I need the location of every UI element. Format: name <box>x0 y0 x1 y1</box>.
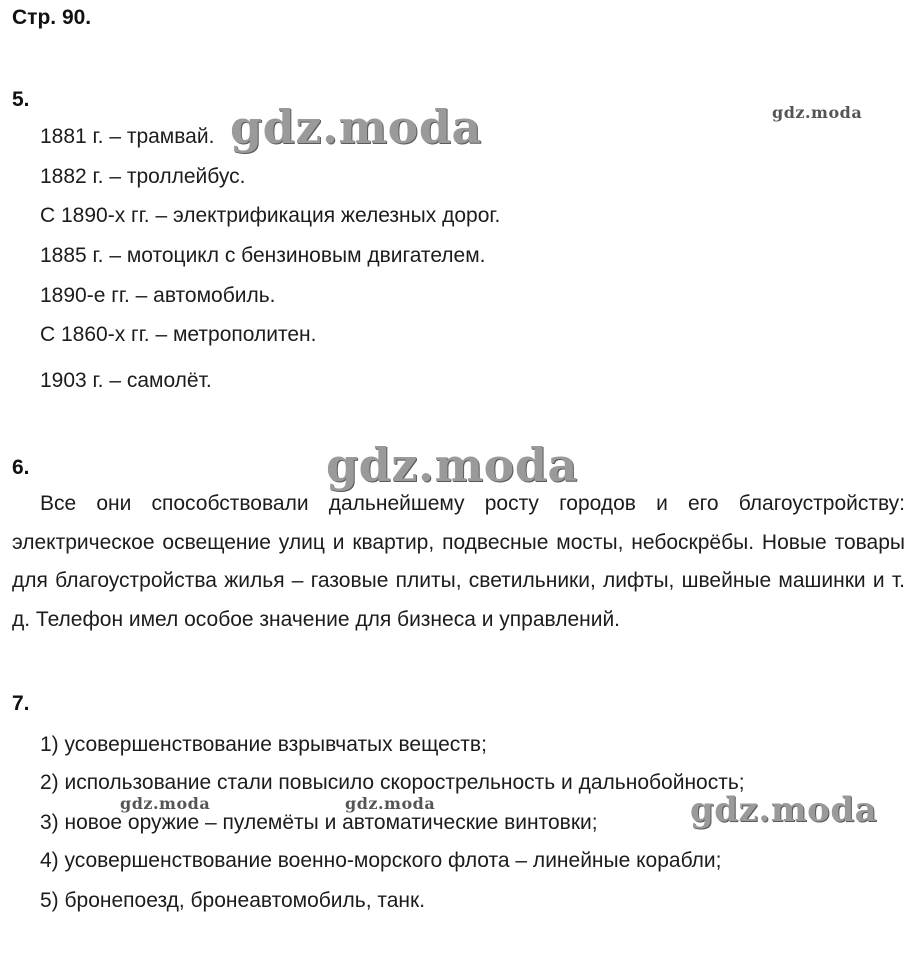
task-6-number: 6. <box>12 456 30 479</box>
task-5-line: С 1890-х гг. – электрификация железных дорог. <box>40 204 501 227</box>
task-7-number: 7. <box>12 692 30 715</box>
watermark: gdz.moda <box>345 794 436 813</box>
watermark: gdz.moda <box>120 794 211 813</box>
task-7-line: 3) новое оружие – пулемёты и автоматические винтовки; <box>40 811 598 834</box>
task-7-line: 5) бронепоезд, бронеавтомобиль, танк. <box>40 889 426 912</box>
task-5-line: 1903 г. – самолёт. <box>40 369 212 392</box>
task-7-line: 1) усовершенствование взрывчатых веществ; <box>40 733 487 756</box>
page-title: Стр. 90. <box>12 6 92 29</box>
watermark: gdz.moda <box>230 100 482 154</box>
task-5-line: 1882 г. – троллейбус. <box>40 165 246 188</box>
task-5-line: С 1860-х гг. – метрополитен. <box>40 323 317 346</box>
watermark: gdz.moda <box>326 438 578 492</box>
task-5-line: 1890-е гг. – автомобиль. <box>40 284 276 307</box>
task-6-paragraph: Все они способствовали дальнейшему росту городов и его благоустройству: электрическое освещение улиц и квартир, подвесные мосты, небоскрёбы. Новые товары для благоустройства жилья – газовые плиты, светильники, лифты, швейные машинки и т. д. Телефон имел особое значение для бизнеса и управлений. <box>12 492 905 631</box>
task-5-line: 1885 г. – мотоцикл с бензиновым двигателем. <box>40 244 486 267</box>
watermark: gdz.moda <box>690 790 878 830</box>
task-5-number: 5. <box>12 88 30 111</box>
task-5-line: 1881 г. – трамвай. <box>40 125 215 148</box>
task-7-line: 4) усовершенствование военно-морского флота – линейные корабли; <box>40 849 722 872</box>
watermark: gdz.moda <box>772 103 863 122</box>
task-7-line: 2) использование стали повысило скорострельность и дальнобойность; <box>40 771 745 794</box>
